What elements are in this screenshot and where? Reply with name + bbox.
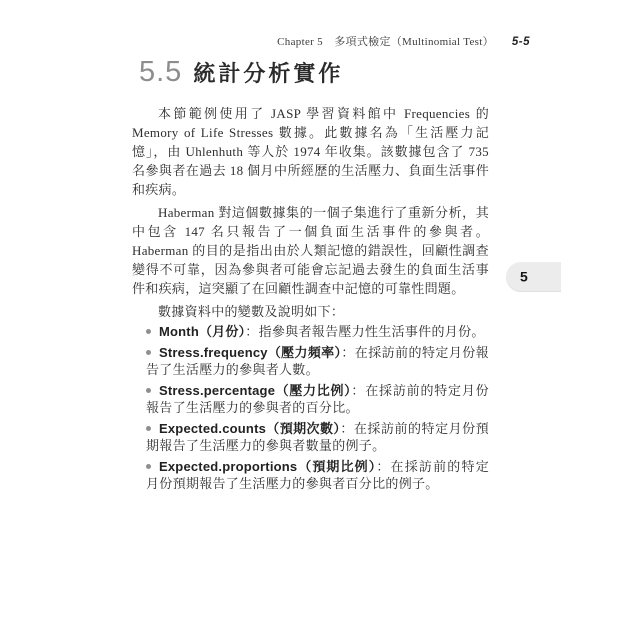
running-header-page-number: 5-5 xyxy=(511,36,530,48)
variable-description: ：在採訪前的特定月份預期報告了生活壓力的參與者百分比的例子。 xyxy=(146,459,489,491)
list-item-month xyxy=(146,323,489,340)
variable-description: ：在採訪前的特定月份報告了生活壓力的參與者的百分比。 xyxy=(146,383,489,415)
variable-name: Month（月份） xyxy=(159,324,246,339)
section-heading xyxy=(139,56,343,89)
variable-list xyxy=(132,323,489,492)
bullet-icon xyxy=(146,329,151,334)
chapter-side-tab xyxy=(506,262,561,292)
list-item-expected-counts xyxy=(146,420,489,454)
list-item-expected-proportions xyxy=(146,458,489,492)
variable-description: ：在採訪前的特定月份預期報告了生活壓力的參與者數量的例子。 xyxy=(146,421,489,453)
bullet-icon xyxy=(146,426,151,431)
running-header-chapter: Chapter 5 多項式檢定（Multinomial Test） xyxy=(277,36,494,48)
bullet-icon xyxy=(146,388,151,393)
bullet-icon xyxy=(146,350,151,355)
chapter-side-tab-label: 5 xyxy=(520,268,528,285)
variable-name: Expected.counts（預期次數） xyxy=(159,421,341,436)
list-item-stress-frequency xyxy=(146,344,489,378)
variable-description: ：在採訪前的特定月份報告了生活壓力的參與者人數。 xyxy=(146,345,489,377)
body-text-block xyxy=(132,104,489,496)
bullet-icon xyxy=(146,464,151,469)
paragraph-1: 本節範例使用了 JASP 學習資料館中 Frequencies 的 Memory of Life Stresses 數據。此數據名為「生活壓力記憶」，由 Uhlenhuth 等人於 1974 年收集。該數據包含了 735 名參與者在過去 18 個月中所經歷的生活壓力、負面生活事件和疾病。 xyxy=(132,106,489,197)
variable-description: ：指參與者報告壓力性生活事件的月份。 xyxy=(245,324,485,339)
section-title: 統計分析實作 xyxy=(193,61,344,86)
variable-name: Expected.proportions（預期比例） xyxy=(159,459,377,474)
variable-name: Stress.frequency（壓力頻率） xyxy=(159,345,342,360)
section-number: 5.5 xyxy=(139,56,183,88)
variable-list-intro: 數據資料中的變數及說明如下： xyxy=(158,304,345,319)
paragraph-2: Haberman 對這個數據集的一個子集進行了重新分析，其中包含 147 名只報告了一個負面生活事件的參與者。Haberman 的目的是指出由於人類記憶的錯誤性，回顧性調查變得不可靠，因為參與者可能會忘記過去發生的負面生活事件和疾病，這突顯了在回顧性調查中記憶的可靠性問題。 xyxy=(132,205,489,296)
list-item-stress-percentage xyxy=(146,382,489,416)
running-header xyxy=(277,33,530,49)
variable-name: Stress.percentage（壓力比例） xyxy=(159,383,352,398)
